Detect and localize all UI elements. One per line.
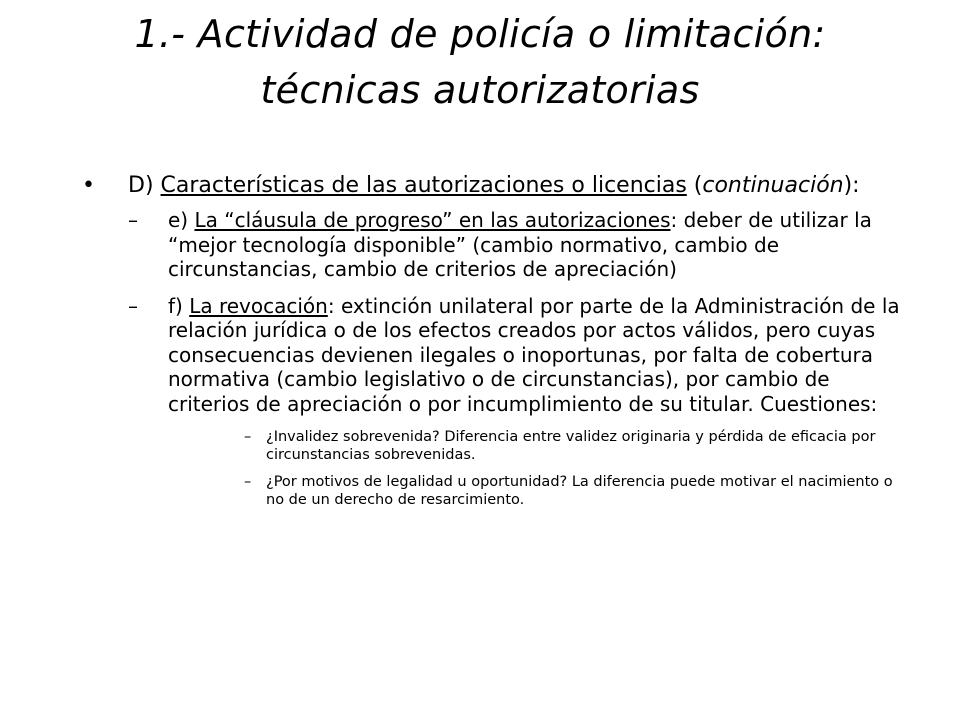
item-e-heading: La “cláusula de progreso” en las autorizaciones bbox=[194, 208, 671, 232]
title-line-2: técnicas autorizatorias bbox=[260, 68, 700, 112]
dash-icon: – bbox=[244, 429, 252, 445]
question-item-1 bbox=[244, 428, 912, 464]
item-d-heading: Características de las autorizaciones o licencias bbox=[160, 173, 687, 198]
title-line-1: 1.- Actividad de policía o limitación: bbox=[134, 12, 826, 56]
item-d-mid: ( bbox=[686, 173, 703, 198]
item-e-text: : deber de utilizar la “mejor tecnología disponible” (cambio normativo, cambio de circunstancias, cambio de criterios de apreciación) bbox=[168, 208, 872, 281]
bullet-item-d bbox=[82, 172, 912, 200]
question-text-1: ¿Invalidez sobrevenida? Diferencia entre validez originaria y pérdida de eficacia por circunstancias sobrevenidas. bbox=[266, 429, 876, 463]
dash-icon: – bbox=[128, 208, 138, 232]
item-d-suffix: ): bbox=[843, 173, 860, 198]
sub-item-e bbox=[128, 208, 912, 282]
dash-icon: – bbox=[128, 293, 138, 318]
slide-title bbox=[60, 6, 900, 118]
item-f-prefix: f) bbox=[168, 293, 190, 318]
slide-body bbox=[82, 172, 912, 518]
item-d-prefix: D) bbox=[128, 173, 161, 198]
item-d-italic: continuación bbox=[702, 173, 844, 198]
item-e-prefix: e) bbox=[168, 208, 195, 232]
sub-item-f bbox=[128, 294, 912, 417]
question-item-2 bbox=[244, 473, 912, 509]
bullet-icon: • bbox=[82, 173, 95, 198]
dash-icon: – bbox=[244, 474, 252, 490]
item-f-heading: La revocación bbox=[189, 293, 328, 318]
item-f-text: : extinción unilateral por parte de la Administración de la relación jurídica o de los efectos creados por actos válidos, pero cuyas consecuencias devienen ilegales o inoportunas, por falta de cobertura normativa (cambio legislativo o de circunstancias), por cambio de criterios de apreciación o por incumplimiento de su titular. Cuestiones: bbox=[168, 293, 900, 416]
question-text-2: ¿Por motivos de legalidad u oportunidad? La diferencia puede motivar el nacimiento o no de un derecho de resarcimiento. bbox=[266, 474, 893, 508]
